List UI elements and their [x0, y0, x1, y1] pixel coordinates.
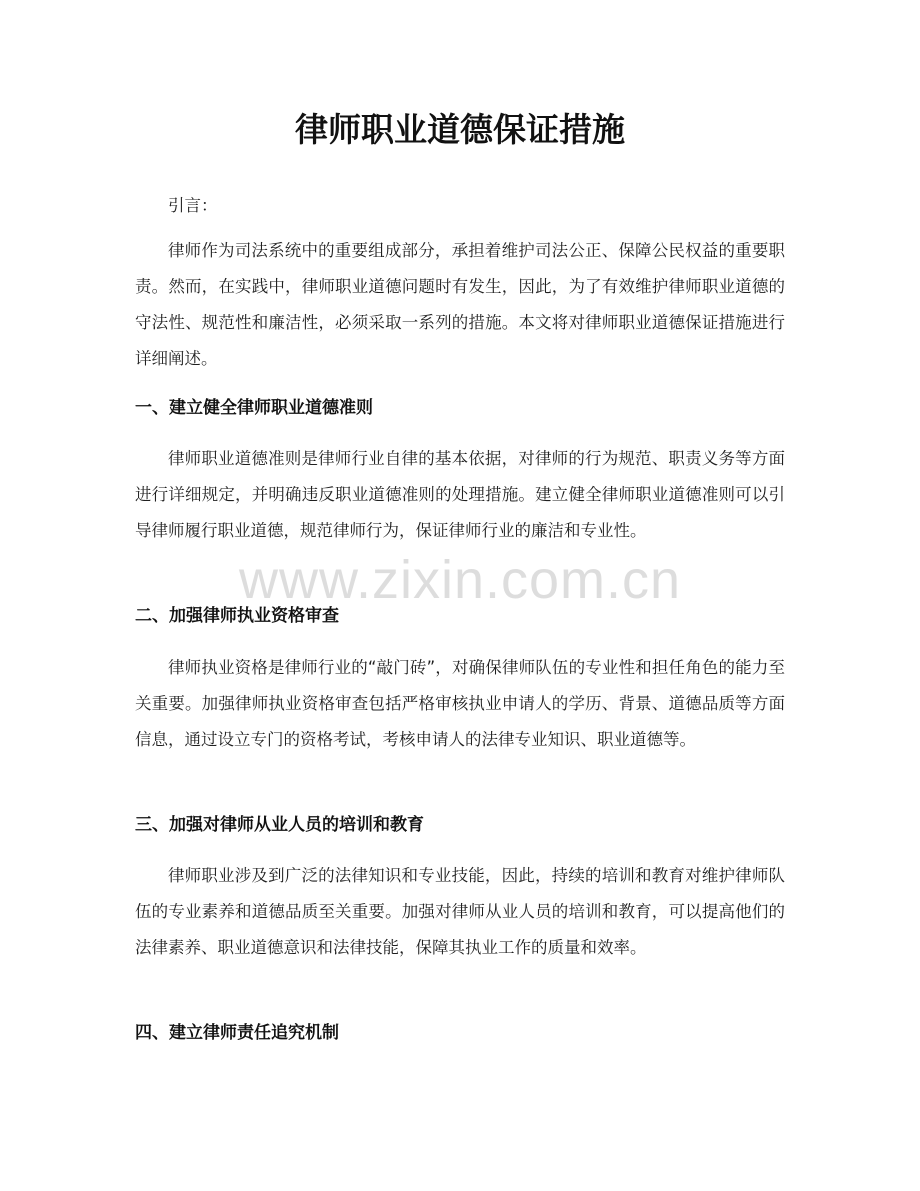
section-paragraph-3: 律师职业涉及到广泛的法律知识和专业技能，因此，持续的培训和教育对维护律师队伍的专业素养和道德品质至关重要。加强对律师从业人员的培训和教育，可以提高他们的法律素养、职业道德意识和法律技能，保障其执业工作的质量和效率。 — [135, 866, 785, 957]
section-heading-1: 一、建立健全律师职业道德准则 — [135, 398, 373, 418]
section-paragraph-2: 律师执业资格是律师行业的“敲门砖”，对确保律师队伍的专业性和担任角色的能力至关重要。加强律师执业资格审查包括严格审核执业申请人的学历、背景、道德品质等方面信息，通过设立专门的资格考试，考核申请人的法律专业知识、职业道德等。 — [135, 658, 785, 749]
intro-paragraph: 律师作为司法系统中的重要组成部分，承担着维护司法公正、保障公民权益的重要职责。然而，在实践中，律师职业道德问题时有发生，因此，为了有效维护律师职业道德的守法性、规范性和廉洁性，必须采取一系列的措施。本文将对律师职业道德保证措施进行详细阐述。 — [135, 241, 785, 368]
section-paragraph-1: 律师职业道德准则是律师行业自律的基本依据，对律师的行为规范、职责义务等方面进行详细规定，并明确违反职业道德准则的处理措施。建立健全律师职业道德准则可以引导律师履行职业道德，规范律师行为，保证律师行业的廉洁和专业性。 — [135, 449, 785, 540]
intro-label: 引言： — [168, 196, 218, 215]
section-heading-2: 二、加强律师执业资格审查 — [135, 606, 339, 626]
section-heading-3: 三、加强对律师从业人员的培训和教育 — [135, 815, 424, 835]
section-heading-4: 四、建立律师责任追究机制 — [135, 1023, 339, 1043]
document-title: 律师职业道德保证措施 — [295, 110, 625, 149]
watermark: www.zixin.com.cn — [238, 550, 682, 610]
